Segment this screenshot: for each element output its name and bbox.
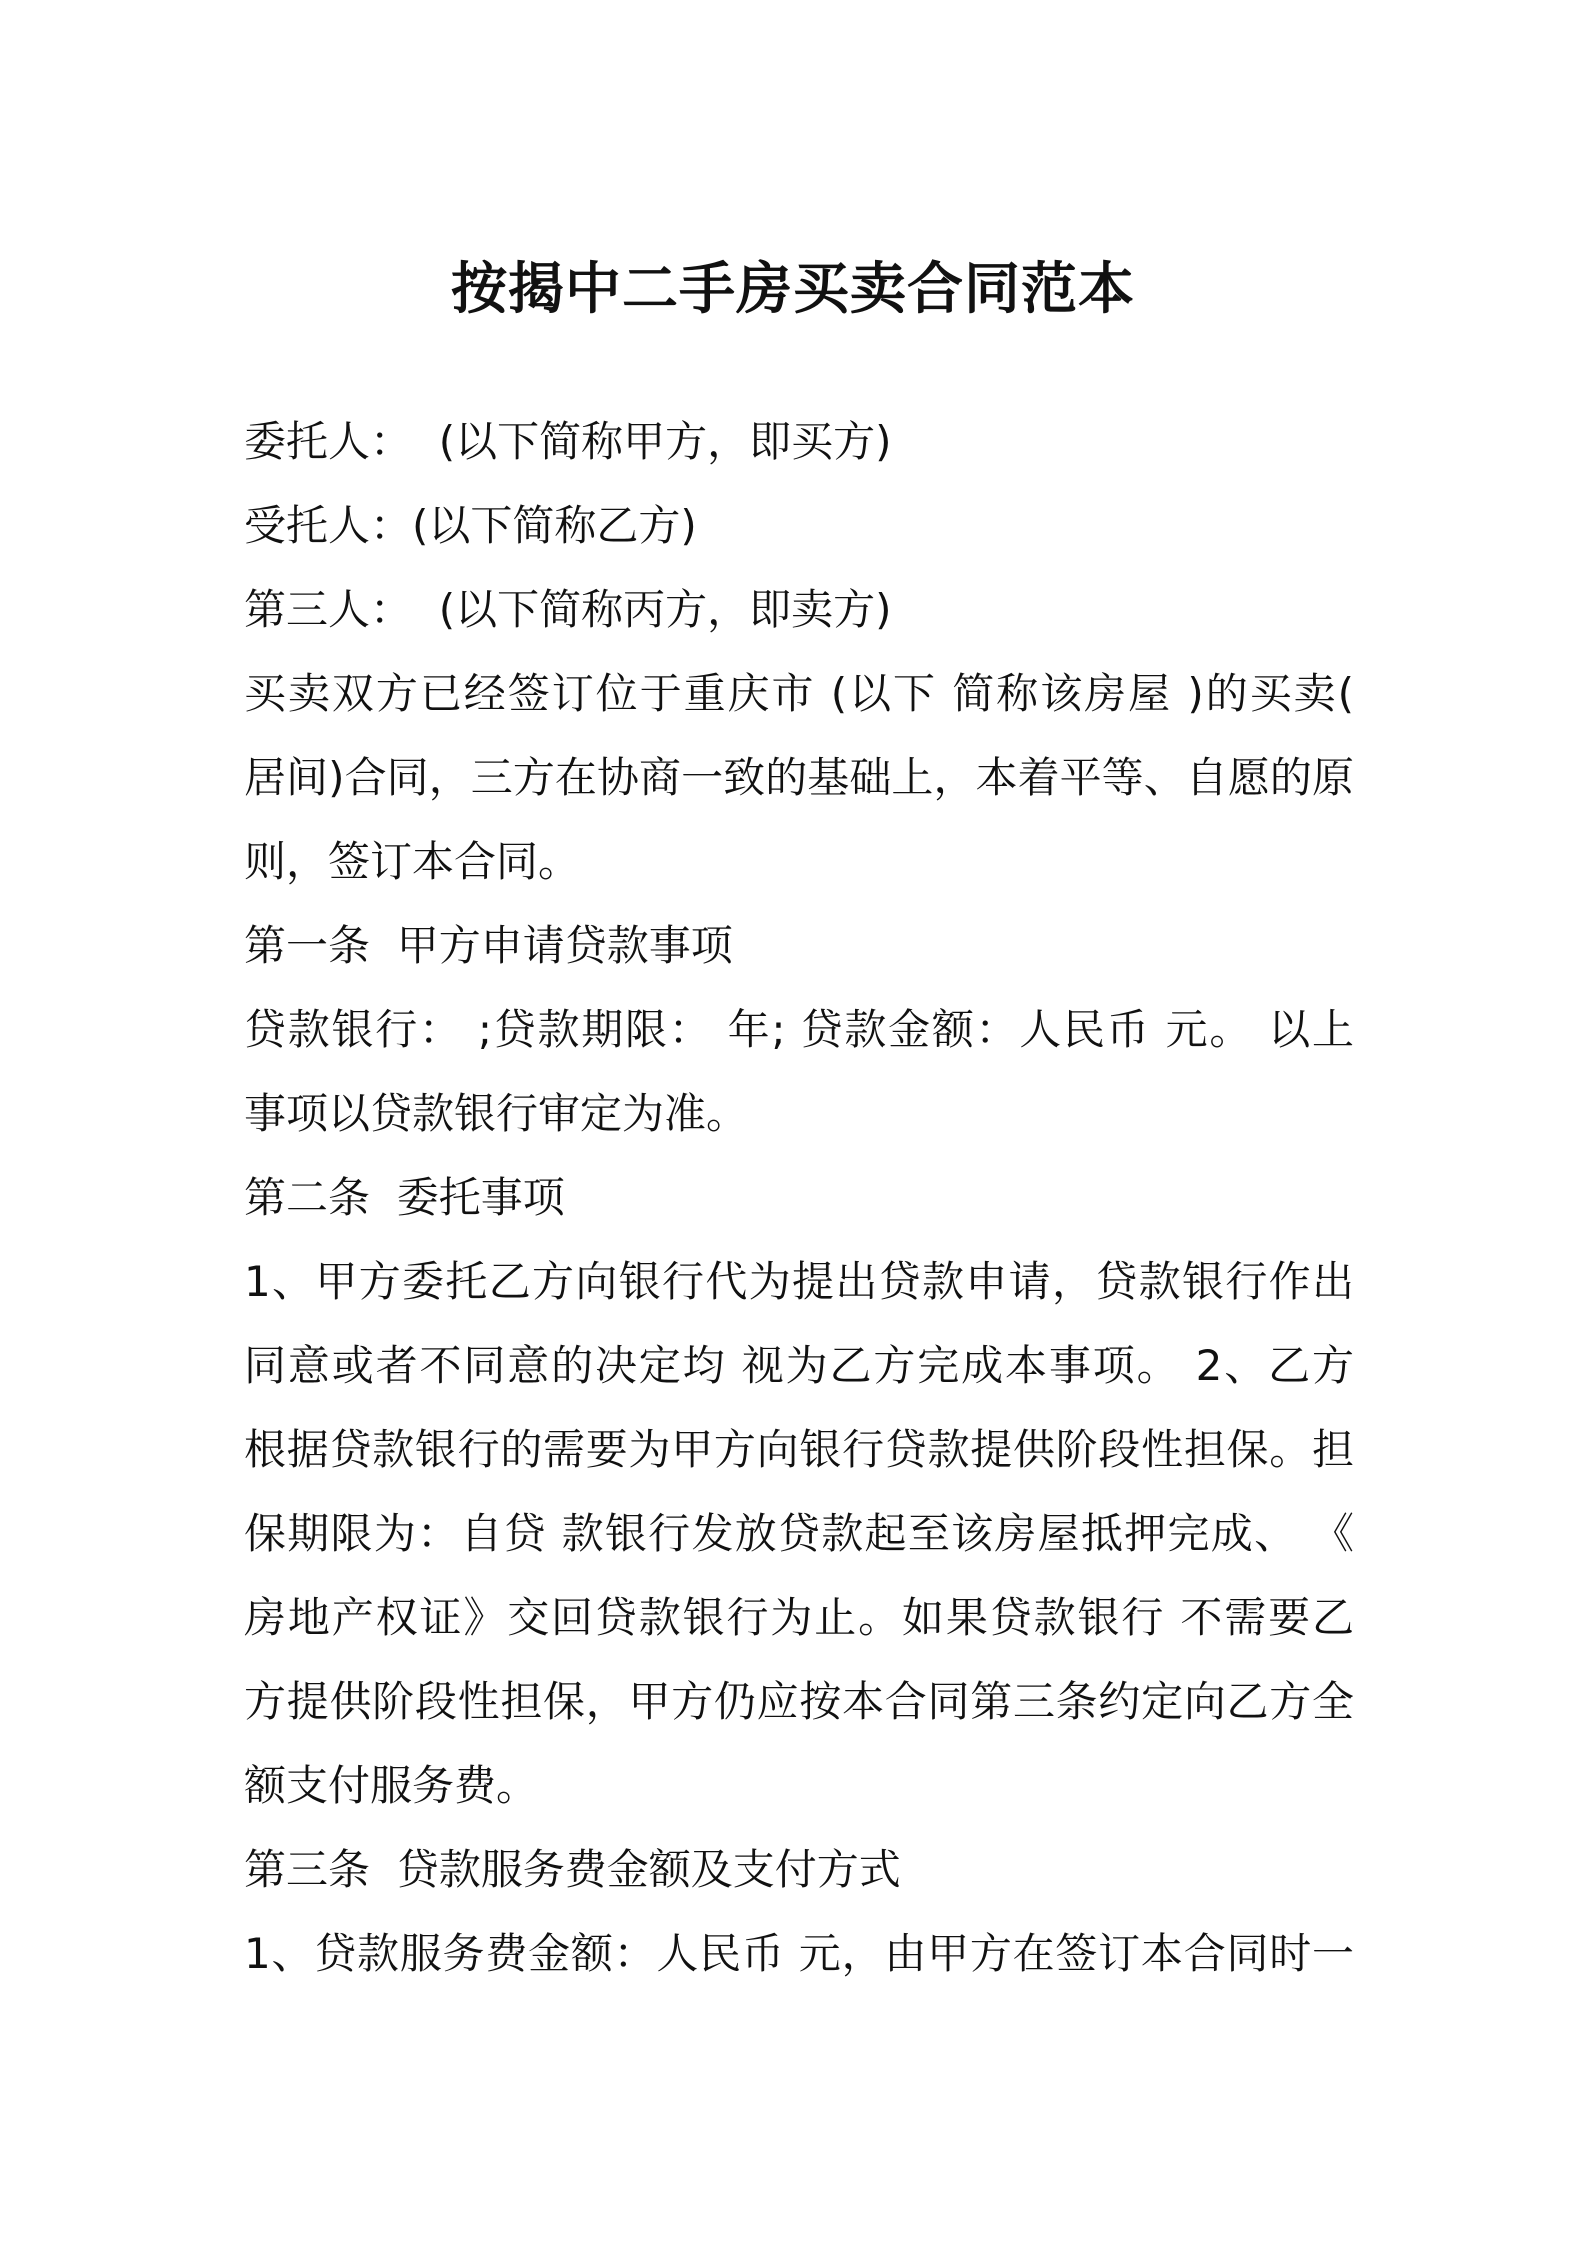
document-line: 第三人： (以下简称丙方，即卖方) [244, 585, 892, 634]
document-line: 方提供阶段性担保，甲方仍应按本合同第三条约定向乙方全 [244, 1677, 1354, 1726]
document-line: 事项以贷款银行审定为准。 [244, 1089, 749, 1138]
document-line: 买卖双方已经签订位于重庆市 (以下 简称该房屋 )的买卖( [244, 669, 1354, 718]
document-line: 根据贷款银行的需要为甲方向银行贷款提供阶段性担保。担 [244, 1425, 1354, 1474]
document-line: 第一条 甲方申请贷款事项 [244, 921, 733, 970]
document-line: 贷款银行： ;贷款期限： 年; 贷款金额：人民币 元。 以上 [244, 1005, 1354, 1054]
document-line: 房地产权证》交回贷款银行为止。如果贷款银行 不需要乙 [244, 1593, 1354, 1642]
document-line: 1、贷款服务费金额：人民币 元，由甲方在签订本合同时一 [244, 1929, 1354, 1978]
document-line: 则，签订本合同。 [244, 837, 581, 886]
document-title: 按揭中二手房买卖合同范本 [451, 257, 1135, 322]
document-line: 额支付服务费。 [244, 1761, 539, 1810]
document-line: 第二条 委托事项 [244, 1173, 565, 1222]
document-line: 1、甲方委托乙方向银行代为提出贷款申请，贷款银行作出 [244, 1257, 1354, 1306]
document-line: 同意或者不同意的决定均 视为乙方完成本事项。 2、乙方 [244, 1341, 1354, 1390]
document-line: 委托人： (以下简称甲方，即买方) [244, 417, 892, 466]
document-line: 第三条 贷款服务费金额及支付方式 [244, 1845, 901, 1894]
document-body [244, 400, 1354, 1996]
document-line: 受托人：(以下简称乙方) [244, 501, 697, 550]
document-line: 居间)合同，三方在协商一致的基础上，本着平等、自愿的原 [244, 753, 1354, 802]
document-line: 保期限为：自贷 款银行发放贷款起至该房屋抵押完成、 《 [244, 1509, 1354, 1558]
